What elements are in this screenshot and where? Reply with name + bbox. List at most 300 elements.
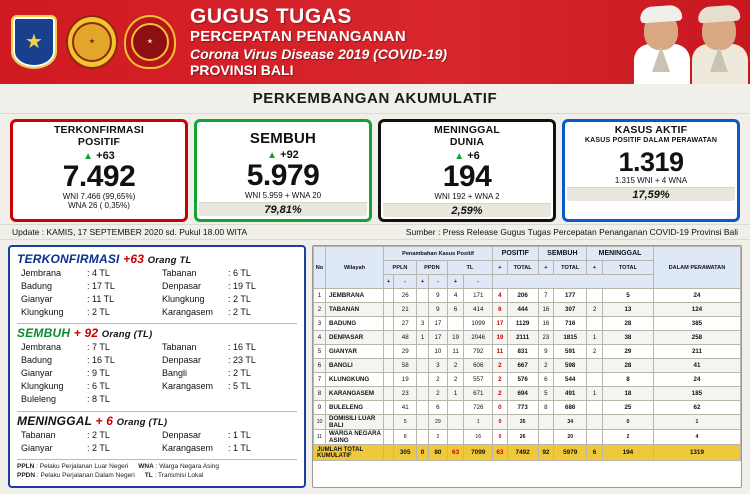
row-tl-total: 792 — [464, 345, 493, 359]
triangle-up-icon: ▲ — [454, 150, 465, 162]
row-no: 3 — [314, 317, 326, 331]
logo-group — [0, 13, 176, 71]
list-item: Badung : 16 TL — [21, 355, 115, 366]
card-value: 194 — [442, 159, 492, 193]
col-sembuh: SEMBUH — [538, 247, 587, 261]
table-body — [314, 289, 741, 445]
row-sembuh-total: 598 — [554, 359, 587, 373]
row-ppdn-total: 3 — [429, 359, 448, 373]
row-dalam-perawatan: 1 — [653, 415, 740, 430]
list-item: Denpasar : 19 TL — [162, 281, 256, 292]
summary-cards — [0, 114, 750, 224]
row-dalam-perawatan: 24 — [653, 373, 740, 387]
col-ppln-plus: + — [384, 275, 394, 289]
section-sembuh-title: SEMBUH + 92 Orang (TL) — [17, 326, 153, 341]
row-ppln-plus — [384, 303, 394, 317]
col-ppln: PPLN — [384, 261, 417, 275]
row-positif-total: 444 — [507, 303, 538, 317]
row-positif-plus: 11 — [493, 345, 508, 359]
row-wilayah: WARGA NEGARA ASING — [326, 430, 384, 445]
row-tl-plus: 19 — [447, 331, 464, 345]
row-wilayah: KLUNGKUNG — [326, 373, 384, 387]
row-meninggal-plus — [587, 359, 603, 373]
legend — [17, 459, 297, 482]
col-meninggal-plus: + — [587, 261, 603, 275]
list-item: Gianyar : 2 TL — [21, 442, 110, 453]
triangle-up-icon: ▲ — [267, 149, 278, 161]
row-no: 6 — [314, 359, 326, 373]
row-tl-plus — [447, 430, 464, 445]
col-ppln-kum: - — [394, 275, 417, 289]
card-delta: ▲ +92 — [267, 148, 299, 161]
card-title: KASUS AKTIF — [614, 124, 688, 136]
legend-item: PPDN : Pelaku Perjalanan Dalam Negeri — [17, 472, 135, 480]
row-positif-plus: 17 — [493, 317, 508, 331]
card-note-1: WNI 5.959 + WNA 20 — [244, 190, 322, 200]
list-item: Tabanan : 6 TL — [162, 268, 251, 279]
footer-positif-plus: 63 — [493, 445, 508, 461]
row-sembuh-plus — [538, 415, 554, 430]
row-ppdn-plus — [417, 401, 429, 415]
card-meninggal-dunia — [378, 119, 556, 222]
row-positif-plus: 0 — [493, 401, 508, 415]
row-positif-total: 35 — [507, 415, 538, 430]
row-ppln-plus — [384, 387, 394, 401]
row-positif-plus: 2 — [493, 359, 508, 373]
list-item: Gianyar : 11 TL — [21, 294, 115, 305]
col-ppdn: PPDN — [417, 261, 448, 275]
row-meninggal-total: 18 — [602, 387, 653, 401]
card-percentage: 17,59% — [567, 187, 735, 201]
section-meninggal-title: MENINGGAL + 6 Orang (TL) — [17, 413, 168, 428]
table-row — [314, 430, 741, 445]
legend-item: WNA : Warga Negara Asing — [138, 462, 219, 470]
card-terkonfirmasi-positif — [10, 119, 188, 222]
row-tl-total: 726 — [464, 401, 493, 415]
row-sembuh-total: 20 — [554, 430, 587, 445]
row-sembuh-total: 177 — [554, 289, 587, 303]
row-ppln-plus — [384, 415, 394, 430]
header-line-2: PERCEPATAN PENANGANAN — [190, 28, 406, 46]
row-ppdn-total: 6 — [429, 401, 448, 415]
row-ppln-total: 48 — [394, 331, 417, 345]
row-sembuh-plus: 6 — [538, 373, 554, 387]
header-line-4: PROVINSI BALI — [190, 61, 294, 78]
row-sembuh-total: 716 — [554, 317, 587, 331]
row-tl-plus: 4 — [447, 289, 464, 303]
cumulative-table-panel — [312, 245, 742, 488]
footer-tl-total: 7099 — [464, 445, 493, 461]
footer-dalam-perawatan: 1319 — [653, 445, 740, 461]
row-ppln-total: 19 — [394, 373, 417, 387]
row-meninggal-total: 29 — [602, 345, 653, 359]
card-value: 7.492 — [62, 159, 136, 193]
row-dalam-perawatan: 385 — [653, 317, 740, 331]
row-meninggal-plus — [587, 373, 603, 387]
row-sembuh-plus: 16 — [538, 303, 554, 317]
table-row — [314, 373, 741, 387]
row-meninggal-total: 28 — [602, 359, 653, 373]
card-percentage: 79,81% — [199, 202, 367, 216]
row-ppdn-plus — [417, 289, 429, 303]
row-meninggal-total: 0 — [602, 415, 653, 430]
row-ppdn-total: 2 — [429, 430, 448, 445]
row-ppdn-total: 9 — [429, 303, 448, 317]
row-tl-total: 2046 — [464, 331, 493, 345]
list-item — [162, 393, 297, 406]
row-wilayah: BULELENG — [326, 401, 384, 415]
list-item: Badung : 17 TL — [21, 281, 115, 292]
col-positif: POSITIF — [493, 247, 539, 261]
card-note-1: WNI 192 + WNA 2 — [434, 191, 500, 201]
card-percentage: 2,59% — [383, 203, 551, 217]
table-row — [314, 401, 741, 415]
list-item: Klungkung : 2 TL — [21, 307, 110, 318]
row-meninggal-plus: 1 — [587, 387, 603, 401]
card-delta: ▲ +63 — [83, 149, 115, 162]
list-item: Klungkung : 2 TL — [162, 294, 251, 305]
row-ppdn-total: 2 — [429, 387, 448, 401]
col-ppdn-plus: + — [417, 275, 429, 289]
row-wilayah: JEMBRANA — [326, 289, 384, 303]
section-terkonfirmasi-rows — [21, 267, 297, 319]
row-tl-plus: 11 — [447, 345, 464, 359]
row-sembuh-total: 591 — [554, 345, 587, 359]
source-text: Sumber : Press Release Gugus Tugas Percepatan Penanganan COVID-19 Provinsi Bali — [405, 227, 738, 238]
logo-kodam-udayana: ★ — [66, 13, 118, 71]
row-ppln-total: 23 — [394, 387, 417, 401]
header-line-1: GUGUS TUGAS — [190, 5, 352, 29]
list-item: Buleleng : 8 TL — [21, 394, 110, 405]
col-positif-total: TOTAL — [507, 261, 538, 275]
row-meninggal-total: 13 — [602, 303, 653, 317]
update-strip — [0, 224, 750, 240]
footer-meninggal-total: 194 — [602, 445, 653, 461]
footer-ppln-plus — [384, 445, 394, 461]
footer-sembuh-plus: 92 — [538, 445, 554, 461]
row-meninggal-total: 8 — [602, 373, 653, 387]
list-item: Jembrana : 4 TL — [21, 268, 110, 279]
row-ppln-total: 5 — [394, 415, 417, 430]
row-tl-total: 606 — [464, 359, 493, 373]
header-title-block — [176, 6, 447, 77]
row-ppdn-total: 9 — [429, 289, 448, 303]
row-tl-plus — [447, 317, 464, 331]
table-footer-row — [314, 445, 741, 461]
row-meninggal-plus: 1 — [587, 331, 603, 345]
row-sembuh-plus: 23 — [538, 331, 554, 345]
row-meninggal-total: 28 — [602, 317, 653, 331]
row-ppln-plus — [384, 331, 394, 345]
row-ppdn-total: 10 — [429, 345, 448, 359]
footer-meninggal-plus: 6 — [587, 445, 603, 461]
row-no: 10 — [314, 415, 326, 430]
row-sembuh-total: 686 — [554, 401, 587, 415]
row-meninggal-plus: 2 — [587, 303, 603, 317]
header-line-3: Corona Virus Disease 2019 (COVID-19) — [190, 45, 448, 62]
row-sembuh-plus: 8 — [538, 401, 554, 415]
row-meninggal-plus — [587, 401, 603, 415]
list-item: Karangasem : 2 TL — [162, 307, 251, 318]
list-item: Karangasem : 1 TL — [162, 442, 251, 453]
row-dalam-perawatan: 41 — [653, 359, 740, 373]
row-ppdn-plus — [417, 430, 429, 445]
divider — [17, 411, 297, 412]
cumulative-table — [313, 246, 741, 461]
row-ppln-plus — [384, 401, 394, 415]
row-no: 8 — [314, 387, 326, 401]
row-positif-total: 206 — [507, 289, 538, 303]
row-ppln-total: 26 — [394, 289, 417, 303]
official-portrait-2 — [688, 4, 750, 84]
logo-provinsi-bali: ★ — [8, 13, 60, 71]
row-tl-plus: 6 — [447, 303, 464, 317]
row-ppdn-total: 2 — [429, 373, 448, 387]
card-title: TERKONFIRMASI — [53, 124, 145, 136]
table-row — [314, 345, 741, 359]
body-area — [0, 240, 750, 494]
row-sembuh-plus: 9 — [538, 345, 554, 359]
row-ppln-plus — [384, 373, 394, 387]
card-title: SEMBUH — [249, 130, 317, 147]
row-ppln-total: 29 — [394, 345, 417, 359]
row-sembuh-total: 544 — [554, 373, 587, 387]
row-ppdn-plus: 3 — [417, 317, 429, 331]
row-dalam-perawatan: 185 — [653, 387, 740, 401]
list-item: Tabanan : 16 TL — [162, 342, 256, 353]
row-positif-total: 694 — [507, 387, 538, 401]
card-sembuh — [194, 119, 372, 222]
table-row — [314, 331, 741, 345]
legend-item: TL : Transmisi Lokal — [144, 472, 204, 480]
row-ppdn-plus — [417, 387, 429, 401]
row-meninggal-total: 25 — [602, 401, 653, 415]
col-wilayah: Wilayah — [326, 247, 384, 289]
row-sembuh-plus: 2 — [538, 359, 554, 373]
table-row — [314, 359, 741, 373]
row-ppln-total: 21 — [394, 303, 417, 317]
row-meninggal-plus — [587, 430, 603, 445]
footer-label: JUMLAH TOTAL KUMULATIF — [314, 445, 384, 461]
table-row — [314, 387, 741, 401]
card-kasus-aktif — [562, 119, 740, 222]
table-row — [314, 289, 741, 303]
section-meninggal-rows — [21, 429, 297, 455]
footer-ppdn-plus: 0 — [417, 445, 429, 461]
list-item: Bangli : 2 TL — [162, 368, 251, 379]
list-item: Tabanan : 2 TL — [21, 429, 110, 440]
col-tl-plus: + — [447, 275, 464, 289]
row-wilayah: DENPASAR — [326, 331, 384, 345]
footer-ppdn-total: 80 — [429, 445, 448, 461]
row-wilayah: BADUNG — [326, 317, 384, 331]
row-wilayah: TABANAN — [326, 303, 384, 317]
row-positif-total: 1129 — [507, 317, 538, 331]
row-ppdn-plus: 1 — [417, 331, 429, 345]
row-meninggal-plus — [587, 415, 603, 430]
table-row — [314, 415, 741, 430]
row-meninggal-total: 38 — [602, 331, 653, 345]
header-banner — [0, 0, 750, 84]
row-tl-total: 1099 — [464, 317, 493, 331]
row-sembuh-total: 307 — [554, 303, 587, 317]
row-ppln-plus — [384, 289, 394, 303]
row-wilayah: KARANGASEM — [326, 387, 384, 401]
row-positif-total: 2111 — [507, 331, 538, 345]
breakdown-panel — [8, 245, 306, 488]
row-sembuh-total: 1815 — [554, 331, 587, 345]
row-positif-plus: 4 — [493, 289, 508, 303]
row-meninggal-plus: 2 — [587, 345, 603, 359]
row-no: 7 — [314, 373, 326, 387]
row-ppln-total: 8 — [394, 430, 417, 445]
list-item: Klungkung : 6 TL — [21, 381, 110, 392]
card-value: 1.319 — [618, 146, 684, 177]
row-sembuh-total: 491 — [554, 387, 587, 401]
row-dalam-perawatan: 258 — [653, 331, 740, 345]
row-wilayah: DOMISILI LUAR BALI — [326, 415, 384, 430]
row-meninggal-total: 2 — [602, 430, 653, 445]
row-positif-plus: 0 — [493, 430, 508, 445]
row-sembuh-plus: 5 — [538, 387, 554, 401]
row-no: 4 — [314, 331, 326, 345]
col-positif-plus: + — [493, 261, 508, 275]
card-note-1: WNI 7.466 (99,65%) — [62, 191, 136, 201]
row-sembuh-total: 34 — [554, 415, 587, 430]
footer-ppln-total: 305 — [394, 445, 417, 461]
col-tl-kum: - — [464, 275, 493, 289]
section-sembuh-rows — [21, 341, 297, 406]
row-positif-total: 576 — [507, 373, 538, 387]
row-tl-total: 557 — [464, 373, 493, 387]
row-tl-total: 671 — [464, 387, 493, 401]
row-positif-total: 26 — [507, 430, 538, 445]
officials-photo — [550, 0, 750, 84]
row-ppln-plus — [384, 345, 394, 359]
page-title: PERKEMBANGAN AKUMULATIF — [252, 90, 498, 107]
row-no: 9 — [314, 401, 326, 415]
col-sembuh-plus: + — [538, 261, 554, 275]
row-ppln-total: 41 — [394, 401, 417, 415]
row-no: 5 — [314, 345, 326, 359]
row-sembuh-plus — [538, 430, 554, 445]
col-dalam-perawatan: DALAM PERAWATAN — [653, 247, 740, 289]
card-title: MENINGGAL — [434, 124, 500, 136]
row-sembuh-plus: 16 — [538, 317, 554, 331]
list-item: Jembrana : 7 TL — [21, 342, 110, 353]
card-subtitle: DUNIA — [449, 135, 485, 148]
row-positif-plus: 19 — [493, 331, 508, 345]
row-ppdn-plus — [417, 303, 429, 317]
row-positif-plus: 6 — [493, 303, 508, 317]
row-dalam-perawatan: 4 — [653, 430, 740, 445]
row-ppdn-total: 17 — [429, 317, 448, 331]
list-item: Karangasem : 5 TL — [162, 381, 251, 392]
row-tl-plus — [447, 415, 464, 430]
card-note-2: WNA 26 ( 0,35%) — [68, 201, 130, 211]
row-ppdn-total: 17 — [429, 331, 448, 345]
row-tl-plus: 2 — [447, 359, 464, 373]
row-ppln-plus — [384, 317, 394, 331]
row-meninggal-plus — [587, 317, 603, 331]
card-subtitle: POSITIF — [77, 135, 121, 148]
row-ppln-total: 27 — [394, 317, 417, 331]
footer-tl-plus: 63 — [447, 445, 464, 461]
col-sembuh-total: TOTAL — [554, 261, 587, 275]
row-tl-plus — [447, 401, 464, 415]
divider — [17, 323, 297, 324]
legend-item: PPLN : Pelaku Perjalanan Luar Negeri — [17, 462, 129, 470]
triangle-up-icon: ▲ — [83, 150, 94, 162]
row-meninggal-plus — [587, 289, 603, 303]
col-no: No — [314, 247, 326, 289]
row-wilayah: BANGLI — [326, 359, 384, 373]
col-ppdn-kum: - — [429, 275, 448, 289]
footer-positif-total: 7492 — [507, 445, 538, 461]
row-wilayah: GIANYAR — [326, 345, 384, 359]
row-tl-total: 171 — [464, 289, 493, 303]
row-no: 1 — [314, 289, 326, 303]
logo-polda-bali: ★ — [124, 13, 176, 71]
row-dalam-perawatan: 211 — [653, 345, 740, 359]
card-subtitle: KASUS POSITIF DALAM PERAWATAN — [584, 136, 718, 144]
row-ppln-total: 58 — [394, 359, 417, 373]
row-ppdn-plus — [417, 345, 429, 359]
row-no: 2 — [314, 303, 326, 317]
row-ppln-plus — [384, 430, 394, 445]
col-group-penambahan: Penambahan Kasus Positif — [384, 247, 493, 261]
row-positif-total: 667 — [507, 359, 538, 373]
table-row — [314, 303, 741, 317]
row-ppdn-plus — [417, 359, 429, 373]
col-meninggal-total: TOTAL — [602, 261, 653, 275]
row-no: 11 — [314, 430, 326, 445]
row-tl-plus: 1 — [447, 387, 464, 401]
section-title-bar — [0, 84, 750, 114]
list-item: Denpasar : 1 TL — [162, 429, 251, 440]
card-value: 5.979 — [246, 158, 320, 192]
col-meninggal: MENINGGAL — [587, 247, 654, 261]
row-ppdn-total: 29 — [429, 415, 448, 430]
row-tl-total: 414 — [464, 303, 493, 317]
row-dalam-perawatan: 124 — [653, 303, 740, 317]
row-positif-total: 831 — [507, 345, 538, 359]
update-text: Update : KAMIS, 17 SEPTEMBER 2020 sd. Pukul 18.00 WITA — [12, 227, 248, 238]
card-delta: ▲ +6 — [454, 149, 480, 162]
row-ppln-plus — [384, 359, 394, 373]
row-meninggal-total: 5 — [602, 289, 653, 303]
row-dalam-perawatan: 24 — [653, 289, 740, 303]
row-positif-plus: 2 — [493, 387, 508, 401]
footer-sembuh-total: 5979 — [554, 445, 587, 461]
row-ppdn-plus — [417, 415, 429, 430]
row-dalam-perawatan: 62 — [653, 401, 740, 415]
col-tl: TL — [447, 261, 492, 275]
section-terkonfirmasi-title: TERKONFIRMASI +63 Orang TL — [17, 252, 192, 267]
list-item: Gianyar : 9 TL — [21, 368, 110, 379]
card-note-1: 1.315 WNI + 4 WNA — [614, 175, 688, 185]
official-portrait-1 — [630, 4, 692, 84]
list-item: Denpasar : 23 TL — [162, 355, 256, 366]
row-ppdn-plus — [417, 373, 429, 387]
row-tl-total: 16 — [464, 430, 493, 445]
row-tl-plus: 2 — [447, 373, 464, 387]
row-tl-total: 1 — [464, 415, 493, 430]
table-row — [314, 317, 741, 331]
row-positif-plus: 0 — [493, 415, 508, 430]
row-positif-total: 773 — [507, 401, 538, 415]
row-sembuh-plus: 7 — [538, 289, 554, 303]
